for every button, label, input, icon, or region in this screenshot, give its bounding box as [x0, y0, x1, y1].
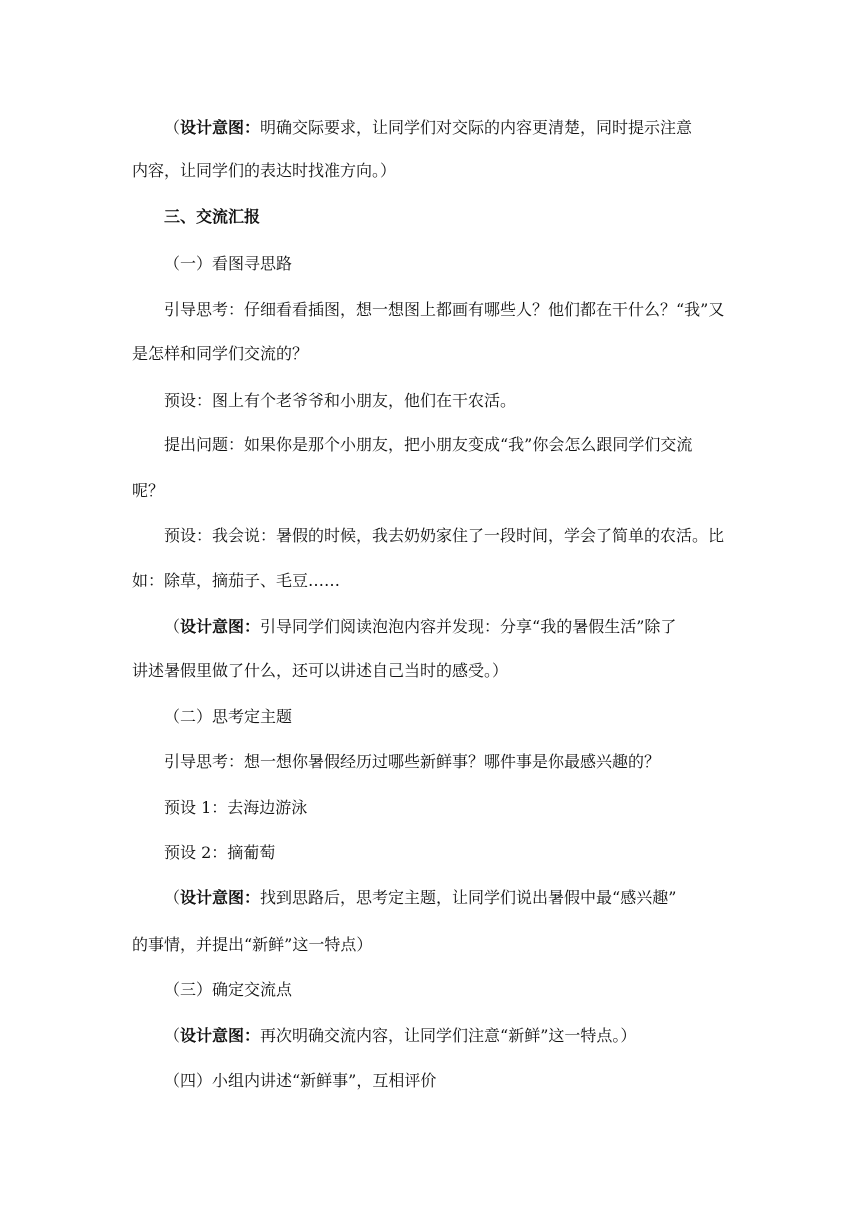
open-paren: （	[164, 617, 181, 636]
preset-answer-continued: 如：除草，摘茄子、毛豆……	[132, 571, 341, 590]
preset-answer: 预设：我会说：暑假的时候，我去奶奶家住了一段时间，学会了简单的农活。比	[164, 526, 725, 545]
raised-question: 提出问题：如果你是那个小朋友，把小朋友变成“我”你会怎么跟同学们交流	[164, 435, 693, 454]
subsection-heading: （三）确定交流点	[164, 980, 293, 999]
design-intent-paragraph	[164, 117, 692, 139]
design-intent-paragraph	[164, 616, 676, 638]
design-intent-text-continued: 内容，让同学们的表达时找准方向。）	[132, 161, 397, 180]
subsection-heading: （一）看图寻思路	[164, 254, 293, 273]
guide-question: 引导思考：仔细看看插图，想一想图上都画有哪些人？他们都在干什么？“我”又	[164, 300, 725, 319]
preset-answer: 预设：图上有个老爷爷和小朋友，他们在干农活。	[164, 391, 517, 410]
section-heading: 三、交流汇报	[164, 207, 261, 226]
design-intent-text: 再次明确交流内容，让同学们注意“新鲜”这一特点。）	[260, 1026, 637, 1045]
preset-answer: 预设 1：去海边游泳	[164, 798, 308, 817]
design-intent-paragraph	[164, 887, 676, 909]
design-intent-label: 设计意图：	[180, 118, 261, 137]
design-intent-label: 设计意图：	[180, 617, 261, 636]
design-intent-label: 设计意图：	[180, 888, 261, 907]
design-intent-text: 引导同学们阅读泡泡内容并发现：分享“我的暑假生活”除了	[260, 617, 677, 636]
design-intent-text: 找到思路后，思考定主题，让同学们说出暑假中最“感兴趣”	[260, 888, 677, 907]
design-intent-paragraph	[164, 1025, 636, 1047]
design-intent-text-continued: 讲述暑假里做了什么，还可以讲述自己当时的感受。）	[132, 661, 509, 680]
subsection-heading: （四）小组内讲述“新鲜事”，互相评价	[164, 1071, 437, 1090]
design-intent-text: 明确交际要求，让同学们对交际的内容更清楚，同时提示注意	[260, 118, 693, 137]
design-intent-text-continued: 的事情，并提出“新鲜”这一特点）	[132, 935, 373, 954]
open-paren: （	[164, 1026, 181, 1045]
guide-question: 引导思考：想一想你暑假经历过哪些新鲜事？哪件事是你最感兴趣的？	[164, 752, 661, 771]
design-intent-label: 设计意图：	[180, 1026, 261, 1045]
open-paren: （	[164, 118, 181, 137]
open-paren: （	[164, 888, 181, 907]
raised-question-continued: 呢？	[132, 481, 165, 500]
preset-answer: 预设 2：摘葡萄	[164, 843, 276, 862]
guide-question-continued: 是怎样和同学们交流的？	[132, 344, 309, 363]
subsection-heading: （二）思考定主题	[164, 707, 293, 726]
